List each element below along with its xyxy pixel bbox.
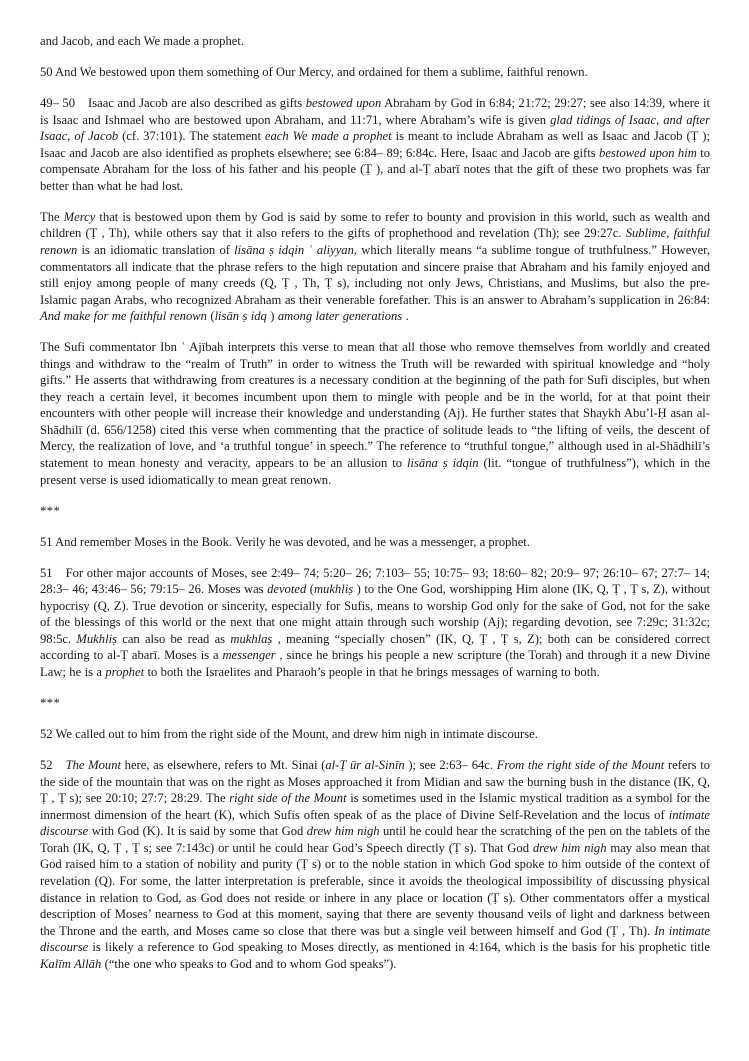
text-run: (cf. 37:101). The statement [118, 129, 265, 144]
italic-run: From the right side of the Mount [496, 758, 665, 773]
text-run: ) [266, 309, 278, 324]
text-run: is likely a reference to God speaking to Moses directly, as mentioned in 4:164, which is the basis for his prophetic title [88, 940, 710, 955]
separator-asterisks: *** [40, 696, 61, 711]
commentary-49-50 [40, 95, 710, 194]
italic-run: al-Ṭ ūr al-Sinīn [325, 758, 405, 773]
verse-51-text: 51 And remember Moses in the Book. Verily he was devoted, and he was a messenger, a prophet. [40, 534, 530, 549]
verse-50 [40, 64, 710, 81]
italic-run: The Mount [65, 758, 122, 773]
italic-run: glad tidings of Isaac, and after Isaac, of Jacob [40, 112, 710, 144]
italic-run: In intimate discourse [40, 923, 711, 955]
italic-run: bestowed upon [305, 96, 382, 111]
text-run: ( [206, 309, 215, 324]
italic-run: bestowed upon him [599, 145, 697, 160]
verse-52 [40, 726, 710, 743]
verse-50-text: 50 And We bestowed upon them something of Our Mercy, and ordained for them a sublime, faithful renown. [40, 65, 588, 80]
italic-run: Sublime, faithful renown [40, 226, 710, 257]
italic-run: Mukhliṣ [76, 631, 117, 646]
text-run: until he could hear the scratching of the pen on the tablets of the Torah (IK, Q, Ṭ , Ṭ s; see 7:143c) or until he could hear God’s Speech directly (Ṭ s). That God [40, 824, 710, 855]
text-run: , since he brings his people a new scripture (the Torah) and through it a new Divine Law; he is a [40, 648, 711, 679]
text-run: Abraham by God in 6:84; 21:72; 29:27; see also 14:39, where it is Isaac and Ishmael who are bestowed upon Abraham, and 11:71, where Abraham’s wife is given [40, 96, 710, 127]
carryover-line [40, 33, 710, 50]
commentary-52 [40, 757, 710, 972]
italic-run: prophet [105, 665, 145, 679]
commentary-51-number: 51 [40, 565, 53, 580]
verse-52-text: 52 We called out to him from the right side of the Mount, and drew him nigh in intimate discourse. [40, 727, 538, 742]
italic-run: mukhlaṣ [230, 631, 273, 646]
text-run: (“the one who speaks to God and to whom God speaks”). [101, 956, 397, 971]
commentary-51 [40, 565, 710, 681]
commentary-49-50-number: 49– 50 [40, 96, 76, 111]
text-run: with God (K). It is said by some that God [88, 824, 307, 839]
verse-51 [40, 534, 710, 551]
italic-run: mukhliṣ [313, 582, 354, 597]
italic-run: intimate discourse [40, 807, 710, 839]
text-run: here, as elsewhere, refers to Mt. Sinai ( [121, 758, 326, 773]
text-run: that is bestowed upon them by God is said by some to refer to bounty and provision in this world, such as wealth and children (Ṭ , Th), while others say that it also refers to the gifts of prophethood and revelation (Th); see 29:27c. [40, 209, 710, 241]
text-run: is an idiomatic translation of [77, 242, 235, 257]
text-run: to compensate Abraham for the loss of his father and his people (Ṭ ), and al-Ṭ abarī notes that the gift of these two prophets was far better than what he had lost. [40, 145, 710, 193]
italic-run: lisāna ṣ idqin [407, 456, 479, 471]
text-run: The [40, 209, 64, 224]
text-run: . [402, 309, 409, 324]
italic-run: drew him nigh [306, 824, 380, 839]
italic-run: And make for me faithful renown [40, 309, 207, 324]
italic-run: drew him nigh [532, 840, 607, 855]
text-run: Isaac and Jacob are also described as gifts [88, 96, 306, 111]
text-run: refers to the side of the mountain that was on the right as Moses approached it from Midian and saw the burning bush in the distance (IK, Q, Ṭ , Ṭ s); see 20:10; 27:7; 28:29. The [40, 758, 711, 806]
text-run: ( [306, 582, 314, 597]
commentary-52-number: 52 [40, 758, 53, 773]
commentary-sufi [40, 339, 710, 488]
section-separator-1 [40, 503, 710, 520]
commentary-mercy [40, 209, 710, 325]
italic-run: Kalīm Allāh [40, 956, 102, 971]
text-run: may also mean that God raised him to a station of nobility and purity (Ṭ s) or to the noble station in which God spoke to him outside of the context of revelation (Q). For some, the latter interpretation is preferable, since it avoids the theological impossibility of discussing physical distance in relation to God, as God does not reside or inhere in any place or location (Ṭ s). Other commentators offer a mystical description of Moses’ nearness to God at this moment, saying that there are seventy thousand veils of light and darkness between the Throne and the earth, and Moses came so close that there was but a single veil between himself and God (Ṭ , Th). [40, 840, 710, 938]
text-run: which literally means “a sublime tongue of truthfulness.” However, commentators all indicate that the phrase refers to the high reputation and sincere praise that Abraham and his family enjoyed and still enjoy among people of many creeds (Q, Ṭ , Th, Ṭ s), including not only Jews, Christians, and Muslims, but also the pre-Islamic pagan Arabs, who recognized Abraham as their venerable forefather. This is an answer to Abraham’s supplication in 26:84: [40, 242, 711, 307]
text-run: (lit. “tongue of truthfulness”), which in the present verse is used idiomatically to mean great renown. [40, 456, 710, 487]
italic-run: right side of the Mount [229, 791, 347, 806]
text-run: For other major accounts of Moses, see 2:49– 74; 5:20– 26; 7:103– 55; 10:75– 93; 18:60– 82; 20:9– 97; 26:10– 67; 27:7– 14; 28:3– 46; 43:46– 56; 79:15– 26. Moses was [40, 565, 710, 597]
text-run: can also be read as [116, 631, 231, 646]
section-separator-2 [40, 695, 710, 712]
italic-run: among later generations [277, 309, 403, 324]
italic-run: lisāna ṣ idqin ʿ aliyyan, [234, 242, 358, 257]
text-run: to both the Israelites and Pharaoh’s people in that he brings messages of warning to both. [144, 665, 600, 679]
text-run: The Sufi commentator Ibn ʿ Ajībah interprets this verse to mean that all those who remove themselves from worldly and created things and withdraw to the “realm of Truth” in order to witness the Truth will be rewarded with spiritual knowledge and “holy gifts.” He asserts that withdrawing from creatures is a necessary condition at the beginning of the path for Sufi disciples, but when they reach a certain level, it becomes incumbent upon them to mingle with people and be in the world, for at that point their encounters with other people will increase their knowledge and understanding (Aj). He further states that Shaykh Abu’l-Ḥ asan al-Shādhilī (d. 656/1258) cited this verse when commenting that the practice of solitude leads to “the lifting of veils, the descent of Mercy, the realization of love, and ‘a truthful tongue’ in speech.” The reference to “truthful tongue,” although used in al-Shādhilī’s statement to mean honesty and veracity, appears to be an allusion to [40, 340, 710, 471]
italic-run: each We made a prophet [264, 129, 392, 144]
text-run: is sometimes used in the Islamic mystical tradition as a symbol for the innermost dimension of the heart (K), which Sufis often speak of as the place of Divine Self-Revelation and the locus of [40, 791, 711, 822]
carryover-text: and Jacob, and each We made a prophet. [40, 34, 245, 48]
italic-run: lisān ṣ idq [214, 309, 267, 324]
italic-run: messenger [222, 648, 276, 663]
text-run: , meaning “specially chosen” (IK, Q, Ṭ , Ṭ s, Z); both can be considered correct according to al-Ṭ abarī. Moses is a [40, 631, 710, 663]
text-run: ); see 2:63– 64c. [404, 758, 497, 773]
text-run: is meant to include Abraham as well as Isaac and Jacob (Ṭ ); Isaac and Jacob are also identified as prophets elsewhere; see 6:84– 89; 6:84c. Here, Isaac and Jacob are gifts [40, 129, 710, 160]
italic-run: devoted [267, 582, 307, 597]
separator-asterisks: *** [40, 503, 61, 518]
text-run: ) to the One God, worshipping Him alone (IK, Q, Ṭ , Ṭ s, Z), without hypocrisy (Q, Z). True devotion or sincerity, especially for Sufis, means to worship God only for the sake of God, not for the sake of the blessings of this world or the next that one might attain through such worship (Aj); regarding devotion, see 7:29c; 31:32c; 98:5c. [40, 582, 710, 646]
italic-run: Mercy [63, 209, 96, 224]
